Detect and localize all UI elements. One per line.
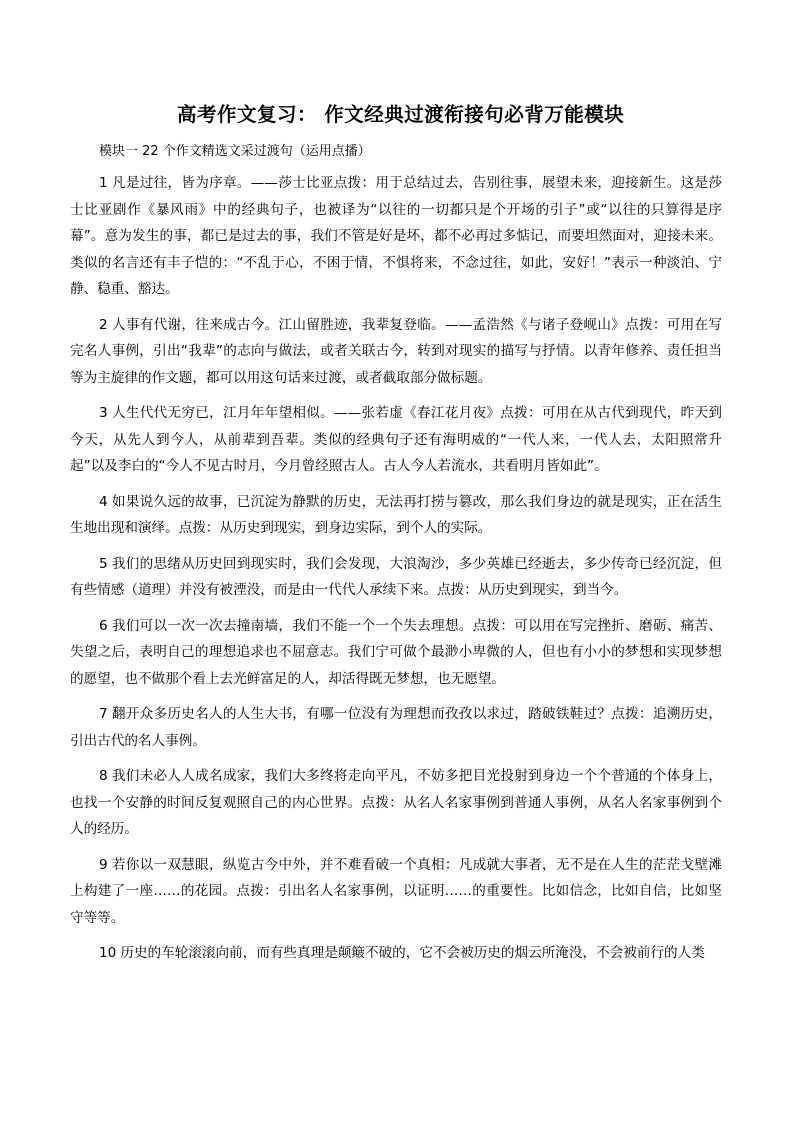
item-number: 1 [99, 175, 108, 191]
item-text: 我们可以一次一次去撞南墙，我们不能一个一个失去理想。点拨：可以用在写完挫折、磨砺、痛苦、失望之后，表明自己的理想追求也不屈意志。我们宁可做个最渺小卑微的人，但也有小小的梦想和实现梦想的愿望，也不做那个看上去光鲜富足的人，却活得既无梦想，也无愿望。 [70, 617, 722, 687]
list-item [70, 489, 722, 542]
item-text: 我们的思绪从历史回到现实时，我们会发现，大浪淘沙，多少英雄已经逝去，多少传奇已经沉淀，但有些情感（道理）并没有被湮没，而是由一代代人承续下来。点拨：从历史到现实，到当今。 [70, 555, 722, 598]
list-item [70, 170, 722, 303]
page-title: 高考作文复习： 作文经典过渡衔接句必背万能模块 [177, 103, 625, 126]
item-number: 5 [99, 555, 108, 572]
item-list [70, 170, 722, 967]
list-item [70, 613, 722, 693]
item-text: 若你以一双慧眼，纵览古今中外，并不难看破一个真相：凡成就大事者，无不是在人生的茫茫戈壁滩上构建了一座……的花园。点拨：引出名人名家事例，以证明……的重要性。比如信念，比如自信，比如坚守等等。 [70, 856, 722, 926]
item-text: 人事有代谢，往来成古今。江山留胜迹，我辈复登临。——孟浩然《与诸子登岘山》点拨：可用在写完名人事例，引出“我辈”的志向与做法，或者关联古今，转到对现实的描写与抒情。以青年修养、责任担当等为主旋律的作文题，都可以用这句话来过渡，或者截取部分做标题。 [70, 316, 722, 386]
module-heading: 模块一 22 个作文精选文采过渡句（运用点播） [99, 144, 371, 159]
list-item [70, 551, 722, 604]
list-item [70, 763, 722, 843]
item-text: 历史的车轮滚滚向前，而有些真理是颠簸不破的，它不会被历史的烟云所淹没，不会被前行的人类 [120, 945, 705, 961]
item-text: 人生代代无穷已，江月年年望相似。——张若虚《春江花月夜》点拨：可用在从古代到现代，昨天到今天，从先人到今人，从前辈到吾辈。类似的经典句子还有海明威的“一代人来，一代人去，太阳照常升起”以及李白的“今人不见古时月，今月曾经照古人。古人今人若流水，共看明月皆如此”。 [70, 405, 722, 474]
item-number: 7 [99, 706, 108, 722]
list-item [70, 312, 722, 392]
item-number: 2 [99, 316, 108, 333]
item-text: 翻开众多历史名人的人生大书，有哪一位没有为理想而孜孜以求过，踏破铁鞋过？点拨：追溯历史，引出古代的名人事例。 [70, 706, 722, 749]
list-item [70, 940, 722, 967]
item-text: 如果说久远的故事，已沉淀为静默的历史，无法再打捞与篡改，那么我们身边的就是现实，正在活生生地出现和演绎。点拨：从历史到现实，到身边实际，到个人的实际。 [70, 493, 722, 536]
item-number: 3 [99, 405, 108, 421]
list-item [70, 701, 722, 754]
item-number: 9 [99, 856, 108, 873]
item-text: 凡是过往，皆为序章。——莎士比亚点拨：用于总结过去，告别往事，展望未来，迎接新生。这是莎士比亚剧作《暴风雨》中的经典句子，也被译为“以往的一切都只是个开场的引子”或“以往的只算得是序幕”。意为发生的事，都已是过去的事，我们不管是好是坏，都不必再过多惦记，而要坦然面对，迎接未来。类似的名言还有丰子恺的：“不乱于心，不困于情，不惧将来，不念过往，如此，安好！”表示一种淡泊、宁静、稳重、豁达。 [70, 175, 722, 297]
list-item [70, 400, 722, 480]
item-number: 10 [99, 945, 117, 961]
item-text: 我们未必人人成名成家，我们大多终将走向平凡，不妨多把目光投射到身边一个个普通的个体身上，也找一个安静的时间反复观照自己的内心世界。点拨：从名人名家事例到普通人事例，从名人名家事例到个人的经历。 [70, 768, 722, 837]
item-number: 8 [99, 768, 108, 784]
list-item [70, 852, 722, 932]
item-number: 4 [99, 493, 108, 510]
item-number: 6 [99, 617, 108, 634]
